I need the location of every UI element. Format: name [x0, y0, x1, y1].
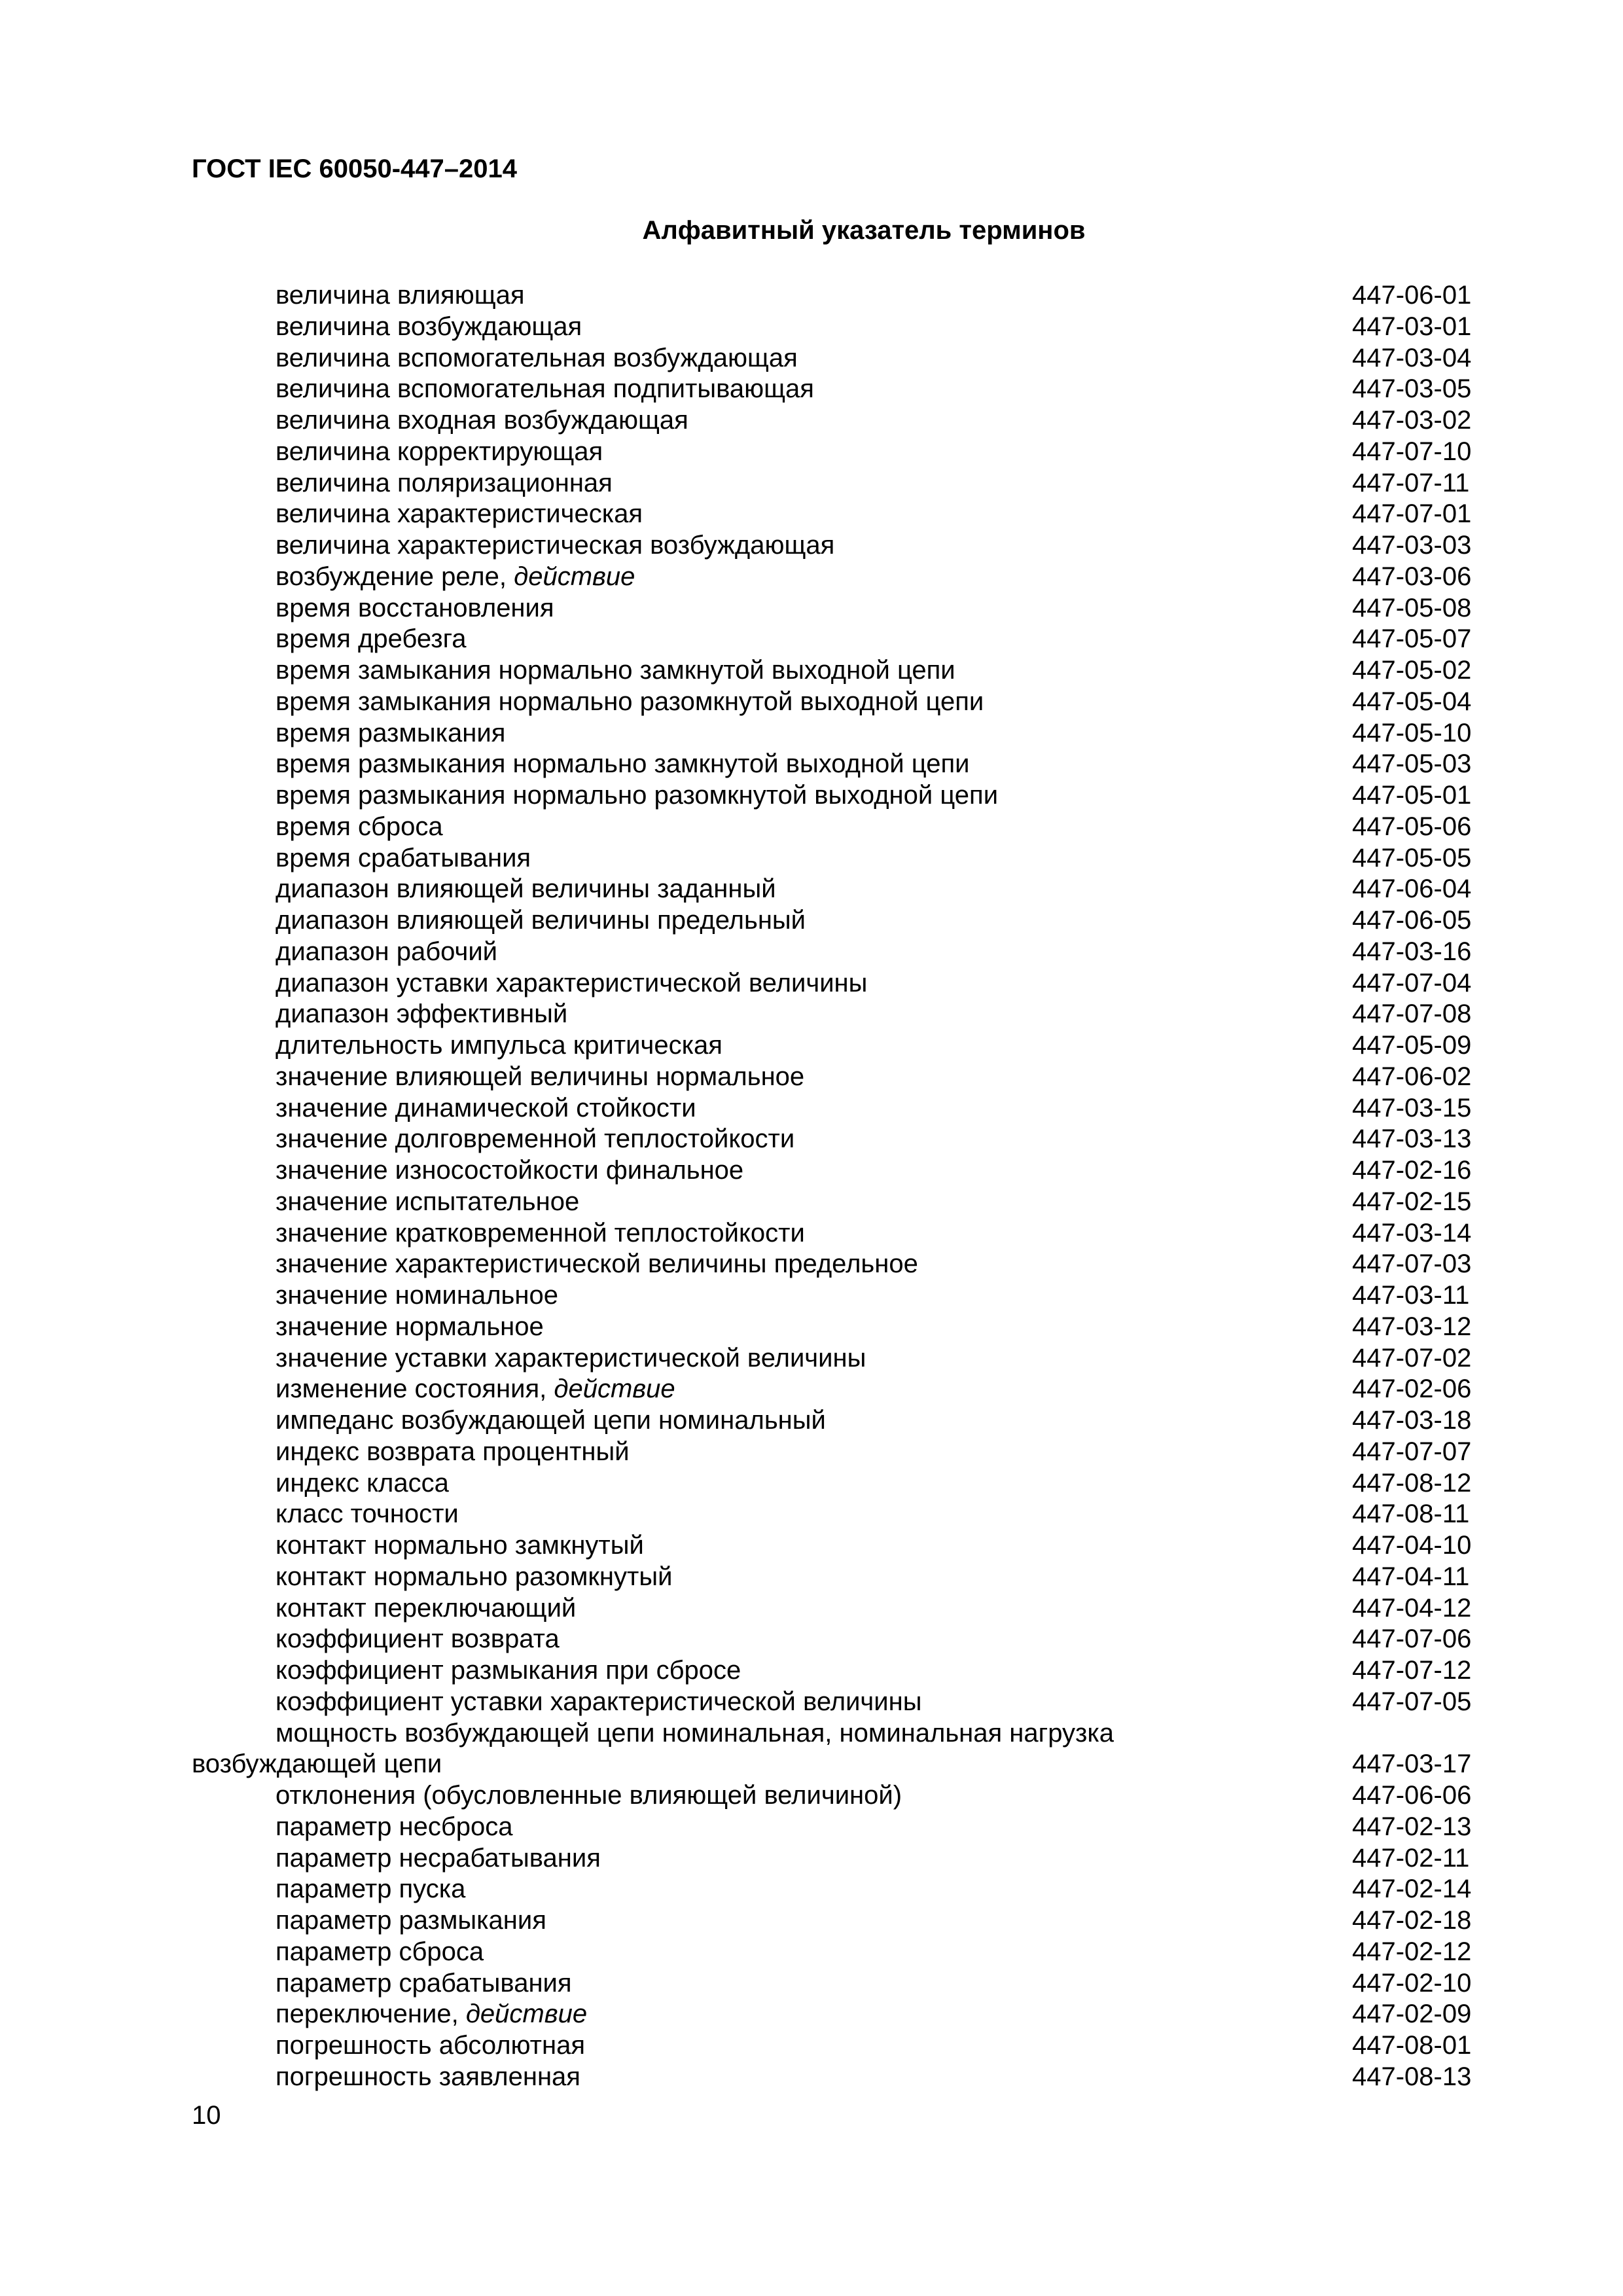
index-code: 447-07-11 [1352, 468, 1470, 497]
index-term [276, 1218, 805, 1249]
index-code: 447-05-07 [1352, 624, 1472, 654]
index-code: 447-07-03 [1352, 1249, 1472, 1279]
index-code: 447-06-01 [1352, 281, 1472, 310]
index-term [276, 812, 443, 843]
index-term [276, 1374, 675, 1405]
index-code: 447-03-04 [1352, 343, 1472, 372]
index-entry [192, 1218, 1481, 1249]
index-term-text: значение влияющей величины нормальное [276, 1062, 805, 1091]
index-term-text: контакт нормально разомкнутый [276, 1562, 673, 1591]
index-term-text: время замыкания нормально замкнутой выходной цепи [276, 656, 955, 685]
index-term [276, 1718, 1114, 1749]
index-code: 447-08-11 [1352, 1499, 1470, 1529]
index-term [276, 343, 798, 374]
index-code: 447-07-12 [1352, 1656, 1472, 1685]
index-term-text: значение характеристической величины предельное [276, 1249, 918, 1279]
index-term [276, 624, 467, 655]
index-term-text: погрешность абсолютная [276, 2031, 585, 2060]
index-term [276, 1593, 576, 1624]
index-code: 447-03-18 [1352, 1406, 1472, 1435]
index-term [192, 1749, 442, 1780]
index-code: 447-04-12 [1352, 1593, 1472, 1623]
index-term [276, 1624, 560, 1655]
index-term [276, 1437, 630, 1468]
index-code: 447-05-06 [1352, 812, 1472, 841]
index-entry [192, 499, 1481, 530]
index-term [276, 1093, 696, 1124]
index-code: 447-07-10 [1352, 437, 1472, 466]
index-term [276, 312, 582, 343]
index-entry [192, 1437, 1481, 1468]
index-term-text: класс точности [276, 1499, 459, 1529]
index-term [276, 937, 497, 968]
index-term [276, 1280, 558, 1312]
index-term-text: параметр пуска [276, 1874, 466, 1904]
index-term-text: диапазон эффективный [276, 999, 568, 1029]
index-term-text: время дребезга [276, 624, 467, 654]
index-term [276, 1499, 459, 1530]
index-code: 447-05-04 [1352, 687, 1472, 716]
index-term-text: величина вспомогательная возбуждающая [276, 343, 798, 372]
index-term-text: величина влияющая [276, 281, 525, 310]
index-code: 447-07-06 [1352, 1624, 1472, 1654]
index-entry [192, 437, 1481, 468]
index-term-text: контакт нормально замкнутый [276, 1531, 644, 1560]
index-code: 447-06-06 [1352, 1781, 1472, 1810]
index-entry [192, 1155, 1481, 1187]
index-entry [192, 1280, 1481, 1312]
index-term [276, 843, 531, 874]
index-entry [192, 905, 1481, 937]
index-term-text: время размыкания нормально разомкнутой выходной цепи [276, 781, 999, 810]
index-term-text: величина корректирующая [276, 437, 603, 466]
index-term [276, 1937, 484, 1968]
index-term [276, 1062, 804, 1093]
index-code: 447-07-07 [1352, 1437, 1472, 1466]
index-term-text: значение долговременной теплостойкости [276, 1124, 795, 1154]
index-term-qualifier: действие [514, 562, 635, 591]
index-entry [192, 1999, 1481, 2030]
index-entry [192, 593, 1481, 624]
index-term [276, 562, 635, 593]
index-term [276, 687, 984, 718]
index-code: 447-03-06 [1352, 562, 1472, 591]
index-entry [192, 1655, 1481, 1687]
index-term [276, 1655, 741, 1687]
index-entry [192, 749, 1481, 780]
index-term-text: отклонения (обусловленные влияющей величиной) [276, 1781, 902, 1810]
index-term-text: значение уставки характеристической величины [276, 1343, 866, 1372]
index-code: 447-03-01 [1352, 312, 1472, 341]
index-entry [192, 1187, 1481, 1218]
index-term [276, 968, 867, 999]
index-code: 447-06-05 [1352, 906, 1472, 935]
index-term [276, 905, 806, 937]
index-term [276, 280, 525, 312]
index-code: 447-03-03 [1352, 531, 1472, 560]
index-term-text: параметр сброса [276, 1937, 484, 1966]
index-entry [192, 1124, 1481, 1155]
index-code: 447-06-02 [1352, 1062, 1472, 1091]
index-entry [192, 1937, 1481, 1968]
index-term-text: значение динамической стойкости [276, 1093, 696, 1122]
index-code: 447-02-10 [1352, 1968, 1472, 1998]
index-code: 447-07-01 [1352, 499, 1472, 529]
index-term-text: величина характеристическая возбуждающая [276, 531, 835, 560]
index-term-text: значение кратковременной теплостойкости [276, 1218, 805, 1247]
index-code: 447-02-18 [1352, 1906, 1472, 1935]
index-entry [192, 687, 1481, 718]
index-term-text: параметр несрабатывания [276, 1843, 601, 1873]
index-entry [192, 1093, 1481, 1124]
index-code: 447-05-02 [1352, 656, 1472, 685]
index-term-text: время размыкания [276, 718, 506, 747]
index-entry [192, 1687, 1481, 1718]
index-term-text: мощность возбуждающей цепи номинальная, номинальная нагрузка [276, 1718, 1114, 1748]
index-term [276, 530, 834, 562]
index-code: 447-02-06 [1352, 1374, 1472, 1404]
term-index-list [192, 280, 1481, 2093]
index-term-qualifier: действие [465, 2000, 588, 2029]
index-term-text: индекс класса [276, 1468, 449, 1498]
index-term-text: коэффициент уставки характеристической величины [276, 1687, 922, 1716]
index-entry [192, 999, 1481, 1030]
index-term [276, 1312, 544, 1343]
page-number: 10 [192, 2101, 221, 2130]
index-entry [192, 1968, 1481, 2000]
index-term-text: погрешность заявленная [276, 2062, 580, 2091]
index-code: 447-03-14 [1352, 1218, 1472, 1247]
index-term [276, 468, 613, 499]
index-term-text: длительность импульса критическая [276, 1031, 722, 1060]
index-code: 447-07-08 [1352, 999, 1472, 1029]
index-entry [192, 1749, 1481, 1780]
index-entry [192, 1812, 1481, 1843]
index-term-text: возбуждающей цепи [192, 1749, 442, 1779]
index-entry [192, 937, 1481, 968]
index-code: 447-07-04 [1352, 968, 1472, 997]
index-entry [192, 280, 1481, 312]
index-code: 447-02-11 [1352, 1843, 1470, 1873]
index-code: 447-08-13 [1352, 2062, 1472, 2091]
index-code: 447-07-02 [1352, 1343, 1472, 1372]
index-code: 447-03-16 [1352, 937, 1472, 966]
index-term-text: диапазон влияющей величины предельный [276, 906, 806, 935]
index-code: 447-02-09 [1352, 2000, 1472, 2029]
index-code: 447-05-01 [1352, 781, 1472, 810]
index-entry [192, 1624, 1481, 1655]
index-entry [192, 468, 1481, 499]
index-term-text: диапазон влияющей величины заданный [276, 874, 776, 904]
index-term [276, 655, 955, 687]
index-term-text: переключение, [276, 2000, 459, 2029]
index-entry [192, 1780, 1481, 1812]
index-term [276, 1249, 918, 1280]
index-term-text: значение нормальное [276, 1312, 544, 1341]
index-code: 447-08-12 [1352, 1468, 1472, 1498]
index-entry [192, 530, 1481, 562]
index-term [276, 2030, 585, 2062]
index-entry [192, 562, 1481, 593]
index-term-text: диапазон рабочий [276, 937, 498, 966]
index-code: 447-02-14 [1352, 1874, 1472, 1904]
index-entry [192, 1374, 1481, 1405]
index-code: 447-03-15 [1352, 1093, 1472, 1122]
index-term [276, 749, 969, 780]
index-term [276, 1905, 546, 1937]
index-term [276, 1780, 902, 1812]
index-code: 447-08-01 [1352, 2031, 1472, 2060]
index-term [276, 1468, 449, 1499]
index-term [276, 780, 998, 812]
index-entry [192, 2062, 1481, 2093]
index-entry [192, 405, 1481, 437]
index-term [276, 1874, 465, 1905]
index-entry [192, 968, 1481, 999]
index-term-text: индекс возврата процентный [276, 1437, 630, 1466]
document-header: ГОСТ IEC 60050-447–2014 [192, 154, 518, 183]
index-term [276, 1687, 921, 1718]
index-term-text: величина вспомогательная подпитывающая [276, 374, 814, 404]
index-code: 447-03-13 [1352, 1124, 1472, 1154]
index-code: 447-02-12 [1352, 1937, 1472, 1966]
index-entry [192, 1405, 1481, 1437]
index-term-text: контакт переключающий [276, 1593, 577, 1623]
index-term-text: значение износостойкости финальное [276, 1156, 744, 1185]
index-entry [192, 1343, 1481, 1374]
index-term-qualifier: действие [554, 1374, 675, 1404]
index-code: 447-02-15 [1352, 1187, 1472, 1216]
index-term [276, 2062, 580, 2093]
index-term [276, 874, 776, 905]
index-term [276, 1843, 601, 1874]
index-entry [192, 1249, 1481, 1280]
index-term [276, 718, 505, 749]
index-entry [192, 374, 1481, 405]
index-term-text: время сброса [276, 812, 443, 841]
index-term [276, 1030, 722, 1062]
index-term-text: величина входная возбуждающая [276, 406, 688, 435]
index-entry [192, 655, 1481, 687]
index-entry [192, 1843, 1481, 1874]
index-code: 447-06-04 [1352, 874, 1472, 904]
index-code: 447-03-02 [1352, 406, 1472, 435]
index-code: 447-03-12 [1352, 1312, 1472, 1341]
index-term-text: значение испытательное [276, 1187, 580, 1216]
index-entry [192, 1874, 1481, 1905]
index-entry [192, 1062, 1481, 1093]
index-term [276, 1968, 572, 2000]
index-entry [192, 1499, 1481, 1530]
index-entry [192, 1718, 1481, 1749]
index-term [276, 1562, 672, 1593]
index-code: 447-03-17 [1352, 1749, 1472, 1779]
index-entry [192, 843, 1481, 874]
index-code: 447-02-16 [1352, 1156, 1472, 1185]
index-code: 447-05-08 [1352, 593, 1472, 622]
index-term-text: возбуждение реле, [276, 562, 507, 591]
index-code: 447-05-03 [1352, 749, 1472, 779]
index-entry [192, 312, 1481, 343]
index-entry [192, 1530, 1481, 1562]
index-entry [192, 812, 1481, 843]
index-entry [192, 780, 1481, 812]
index-term [276, 437, 603, 468]
index-term-text: время восстановления [276, 593, 554, 622]
index-entry [192, 624, 1481, 655]
index-term-text: величина поляризационная [276, 468, 613, 497]
index-entry [192, 1562, 1481, 1593]
index-code: 447-05-09 [1352, 1031, 1472, 1060]
index-entry [192, 718, 1481, 749]
index-term-text: величина возбуждающая [276, 312, 582, 341]
index-code: 447-05-10 [1352, 718, 1472, 747]
index-term [276, 1405, 826, 1437]
index-code: 447-04-11 [1352, 1562, 1470, 1591]
index-code: 447-05-05 [1352, 843, 1472, 872]
index-term-text: коэффициент возврата [276, 1624, 560, 1654]
index-entry [192, 1468, 1481, 1499]
index-term-text: импеданс возбуждающей цепи номинальный [276, 1406, 826, 1435]
index-term [276, 1124, 794, 1155]
index-entry [192, 1030, 1481, 1062]
index-entry [192, 343, 1481, 374]
index-term-text: время срабатывания [276, 843, 531, 872]
index-title: Алфавитный указатель терминов [642, 216, 1086, 245]
index-term-text: время размыкания нормально замкнутой выходной цепи [276, 749, 970, 779]
index-code: 447-03-05 [1352, 374, 1472, 404]
index-code: 447-04-10 [1352, 1531, 1472, 1560]
index-term [276, 374, 814, 405]
index-term [276, 1530, 644, 1562]
index-term-text: величина характеристическая [276, 499, 643, 529]
index-entry [192, 1593, 1481, 1624]
index-term [276, 593, 554, 624]
index-term-text: параметр несброса [276, 1812, 513, 1841]
index-term-text: время замыкания нормально разомкнутой выходной цепи [276, 687, 984, 716]
index-code: 447-03-11 [1352, 1281, 1470, 1310]
index-term [276, 1155, 743, 1187]
index-term-text: значение номинальное [276, 1281, 558, 1310]
index-term [276, 405, 688, 437]
index-term-text: изменение состояния, [276, 1374, 547, 1404]
index-code: 447-02-13 [1352, 1812, 1472, 1841]
index-term [276, 999, 567, 1030]
index-term-text: коэффициент размыкания при сбросе [276, 1656, 741, 1685]
index-entry [192, 1905, 1481, 1937]
index-term [276, 1999, 587, 2030]
index-entry [192, 1312, 1481, 1343]
index-term-text: параметр срабатывания [276, 1968, 572, 1998]
index-term [276, 499, 643, 530]
index-code: 447-07-05 [1352, 1687, 1472, 1716]
index-term [276, 1812, 512, 1843]
index-term-text: параметр размыкания [276, 1906, 546, 1935]
index-term [276, 1187, 579, 1218]
index-entry [192, 874, 1481, 905]
index-term [276, 1343, 866, 1374]
index-entry [192, 2030, 1481, 2062]
index-term-text: диапазон уставки характеристической величины [276, 968, 868, 997]
